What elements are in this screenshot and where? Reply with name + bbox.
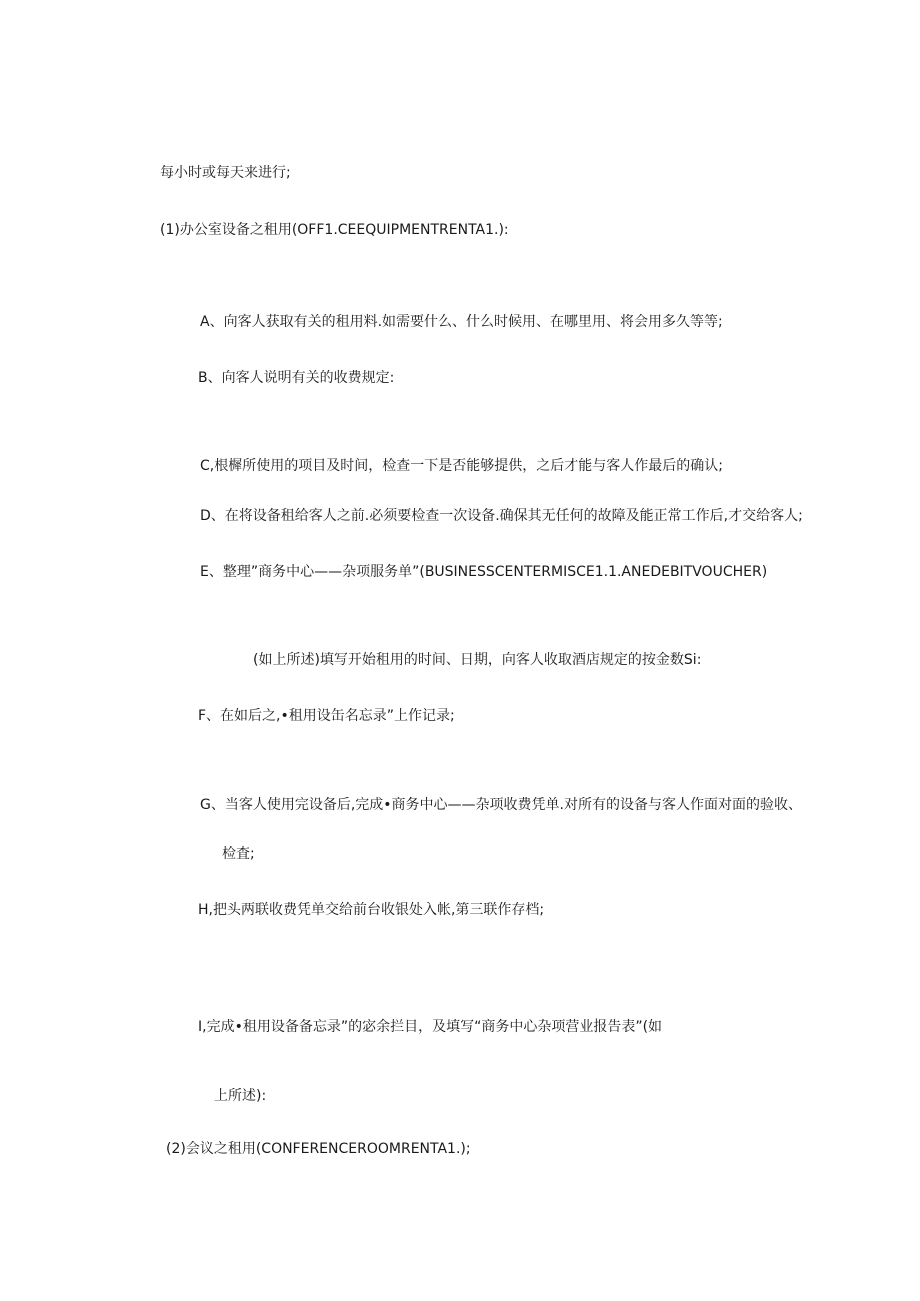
item-i: I,完成•租用设备备忘录”的宓余拦目，及填写“商务中心杂项营业报告表”(如: [198, 1019, 663, 1035]
item-i-continued: 上所述):: [214, 1088, 267, 1104]
section-heading-office-equipment: (1)办公室设备之租用(OFF1.CEEQUIPMENTRENTA1.):: [160, 222, 509, 238]
item-f: F、在如后之,•租用设缶名忘录”上作记录;: [198, 708, 455, 724]
item-d: D、在将设备租给客人之前.必须要检查一次设备.确保其无任何的故障及能正常工作后,才交给客人;: [200, 508, 803, 524]
item-b: B、向客人说明有关的收费规定:: [198, 370, 395, 386]
item-g-continued: 检査;: [222, 846, 255, 862]
item-g: G、当客人使用完设备后,完成•商务中心——杂项收费凭单.对所有的设备与客人作面对面的验收、: [200, 797, 803, 813]
item-e: E、整理”商务中心——杂项服务单”(BUSINESSCENTERMISCE1.1.ANEDEBITVOUCHER): [200, 564, 768, 580]
item-c: C,根樨所使用的项目及时间，检查一下是否能够提供，之后才能与客人作最后的确认;: [200, 458, 723, 474]
paragraph-intro: 每小时或每天来进行;: [160, 165, 291, 181]
item-e-continued: (如上所述)填写开始租用的时间、日期，向客人收取酒店规定的按金数Si:: [253, 652, 702, 668]
item-h: H,把头两联收费凭单交给前台收银处入帐,第三联作存档;: [198, 902, 545, 918]
item-a: A、向客人获取有关的租用料.如需要什么、什么时候用、在哪里用、将会用多久等等;: [200, 314, 723, 330]
section-heading-conference-room: (2)会议之租用(CONFERENCEROOMRENTA1.);: [166, 1141, 471, 1157]
